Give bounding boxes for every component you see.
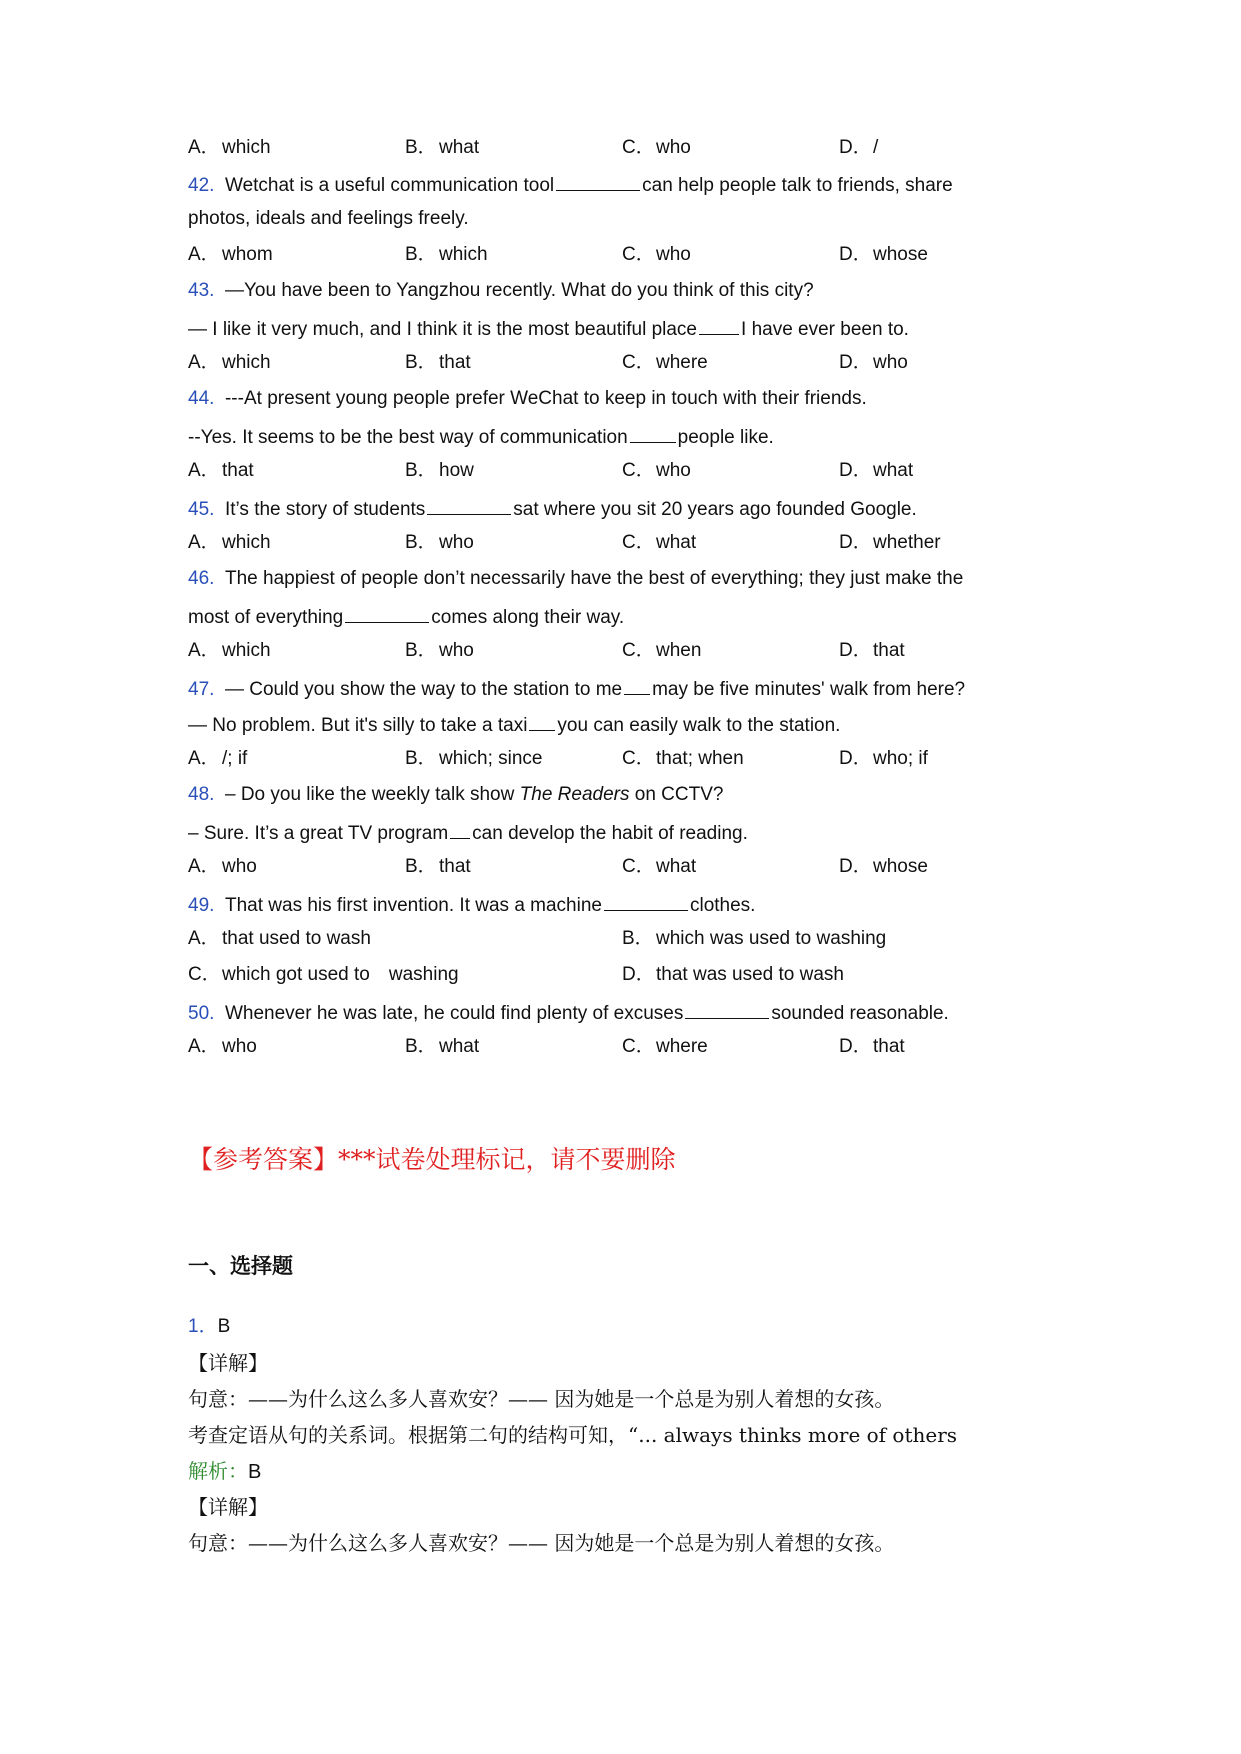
q43-option-c: C．where: [622, 352, 708, 373]
q47-option-a: A． /; if: [188, 748, 248, 769]
q50-option-d: D．that: [839, 1036, 905, 1057]
q47-option-d: D．who; if: [839, 748, 928, 769]
blank: [685, 1000, 769, 1019]
q47-option-c: C．that; when: [622, 748, 744, 769]
q48-stem-line2: – Sure. It’s a great TV program can develop the habit of reading.: [188, 820, 748, 845]
answer-value: B: [217, 1316, 231, 1337]
blank: [556, 172, 640, 191]
analysis-line: 考查定语从句的关系词。根据第二句的结构可知，“... always thinks more of others: [188, 1423, 958, 1447]
section-title: 一、选择题: [188, 1254, 293, 1278]
jiexi-value: B: [248, 1461, 262, 1483]
q44-number: 44.: [188, 388, 215, 409]
blank: [450, 820, 470, 839]
q42-option-b: B． which: [405, 244, 488, 265]
answer-1: [188, 1316, 230, 1338]
q41-option-b: B． what: [405, 137, 480, 158]
q41-option-d: D．/: [839, 137, 879, 158]
q46-option-c: C．when: [622, 640, 702, 661]
show-title: The Readers: [519, 784, 630, 805]
q46-option-d: D．that: [839, 640, 905, 661]
q49-option-a: A． that used to wash: [188, 928, 371, 949]
detail-label: 【详解】: [188, 1351, 268, 1375]
q43-option-a: A． which: [188, 352, 271, 373]
q42-stem-line2: photos, ideals and feelings freely.: [188, 208, 469, 229]
q49-option-d: D．that was used to wash: [622, 964, 844, 985]
q43-stem-line2: — I like it very much, and I think it is the most beautiful place I have ever been to.: [188, 316, 909, 341]
q50-option-a: A． who: [188, 1036, 257, 1057]
q42-option-d: D．whose: [839, 244, 928, 265]
q44-option-d: D．what: [839, 460, 914, 481]
q46-number: 46.: [188, 568, 215, 589]
q43-option-b: B． that: [405, 352, 471, 373]
q43-option-d: D．who: [839, 352, 908, 373]
sentence-meaning: 句意：——为什么这么多人喜欢安？—— 因为她是一个总是为别人着想的女孩。: [188, 1387, 895, 1411]
q48-option-d: D．whose: [839, 856, 928, 877]
blank: [604, 892, 688, 911]
q49-stem-line1: 49. That was his first invention. It was a machine clothes.: [188, 892, 755, 917]
q46-option-b: B． who: [405, 640, 474, 661]
q43-number: 43.: [188, 280, 215, 301]
q47-stem-line2: — No problem. But it's silly to take a taxi you can easily walk to the station.: [188, 712, 840, 737]
q42-option-c: C．who: [622, 244, 691, 265]
q44-option-b: B． how: [405, 460, 474, 481]
q49-option-b: B． which was used to washing: [622, 928, 887, 949]
answer-key-title: 【参考答案】***试卷处理标记，请不要删除: [188, 1145, 676, 1174]
q41-option-a: A． which: [188, 137, 271, 158]
q50-stem-line1: 50. Whenever he was late, he could find plenty of excuses sounded reasonable.: [188, 1000, 949, 1025]
q48-option-c: C．what: [622, 856, 697, 877]
sentence-meaning-2: 句意：——为什么这么多人喜欢安？—— 因为她是一个总是为别人着想的女孩。: [188, 1531, 895, 1555]
jiexi-line: [188, 1460, 261, 1483]
blank: [624, 676, 650, 695]
q50-option-b: B． what: [405, 1036, 480, 1057]
q48-number: 48.: [188, 784, 215, 805]
q49-option-c: C．which got used to washing: [188, 964, 459, 985]
blank: [427, 496, 511, 515]
q44-option-a: A． that: [188, 460, 254, 481]
q43-stem-line1: 43. —You have been to Yangzhou recently. What do you think of this city?: [188, 280, 814, 301]
q45-number: 45.: [188, 499, 215, 520]
jiexi-label: 解析：: [188, 1459, 248, 1483]
q48-option-b: B． that: [405, 856, 471, 877]
q47-option-b: B． which; since: [405, 748, 543, 769]
q45-option-c: C．what: [622, 532, 697, 553]
q48-option-a: A． who: [188, 856, 257, 877]
q48-stem-line1: 48. – Do you like the weekly talk show The Readers on CCTV?: [188, 784, 724, 805]
blank: [630, 424, 676, 443]
q46-stem-line2: most of everything comes along their way.: [188, 604, 624, 629]
q47-stem-line1: 47. — Could you show the way to the station to me may be five minutes' walk from here?: [188, 676, 965, 701]
answer-number: 1．: [188, 1316, 218, 1337]
q42-number: 42.: [188, 175, 215, 196]
q47-number: 47.: [188, 679, 215, 700]
q44-stem-line2: --Yes. It seems to be the best way of communication people like.: [188, 424, 774, 449]
blank: [699, 316, 739, 335]
q46-option-a: A． which: [188, 640, 271, 661]
q46-stem-line1: 46. The happiest of people don’t necessarily have the best of everything; they just make the: [188, 568, 964, 589]
q44-option-c: C．who: [622, 460, 691, 481]
q44-stem-line1: 44. ---At present young people prefer WeChat to keep in touch with their friends.: [188, 388, 867, 409]
q49-number: 49.: [188, 895, 215, 916]
q45-option-d: D．whether: [839, 532, 941, 553]
q41-option-c: C．who: [622, 137, 691, 158]
q45-option-b: B． who: [405, 532, 474, 553]
blank: [345, 604, 429, 623]
q42-stem-line1: 42. Wetchat is a useful communication tool can help people talk to friends, share: [188, 172, 953, 197]
q42-option-a: A． whom: [188, 244, 273, 265]
q45-stem-line1: 45. It’s the story of students sat where you sit 20 years ago founded Google.: [188, 496, 917, 521]
q50-number: 50.: [188, 1003, 215, 1024]
q50-option-c: C．where: [622, 1036, 708, 1057]
blank: [529, 712, 555, 731]
q45-option-a: A． which: [188, 532, 271, 553]
detail-label-2: 【详解】: [188, 1495, 268, 1519]
